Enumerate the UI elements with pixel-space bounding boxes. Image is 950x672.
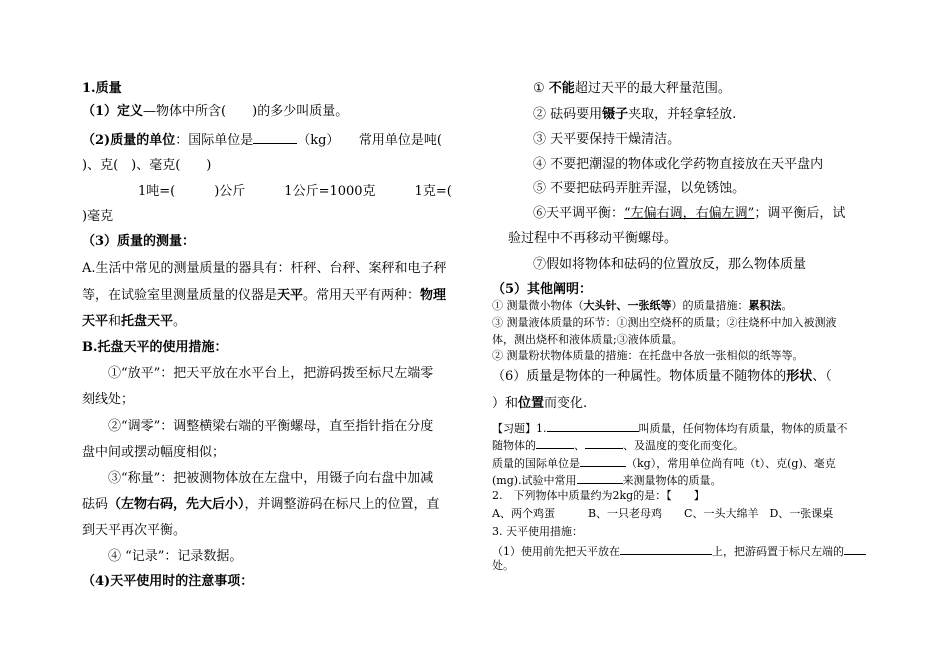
blank (577, 472, 623, 484)
exercise-2: 2. 下列物体中质量约为2kg的是：【 】 (492, 489, 705, 502)
blank (580, 455, 626, 467)
exercise-1-line-1: 【习题】1. 叫质量，任何物体均有质量，物体的质量不 (492, 422, 848, 435)
exercise-3: 3. 天平使用措施： (492, 525, 583, 538)
section-title: 1.质量 (82, 81, 122, 96)
blank (844, 543, 866, 555)
note-5: ⑤ 不要把砝码弄脏弄湿，以免锈蚀。 (533, 181, 746, 196)
measure-line-3: 天平和托盘天平。 (82, 314, 187, 329)
measure-line-1: A.生活中常见的测量质量的器具有：杆秤、台秤、案秤和电子秤 (82, 261, 447, 276)
unit-line-2: )、克( )、毫克( ) (82, 158, 212, 173)
blank (585, 437, 623, 449)
step-1-line-1: ①“放平”：把天平放在水平台上，把游码拨至标尺左端零 (108, 366, 434, 381)
note-4: ④ 不要把潮湿的物体或化学药物直接放在天平盘内 (533, 157, 824, 172)
other-note-2-line-2: 体，测出烧杯和液体质量;③液体质量。 (492, 333, 683, 346)
other-note-2-line-1: ③ 测量液体质量的环节：①测出空烧杯的质量；②往烧杯中加入被测液 (492, 316, 837, 329)
step-3-line-2: 砝码（左物右码，先大后小），并调整游码在标尺上的位置，直 (82, 497, 440, 512)
other-note-3: ② 测量粉状物体质量的措施：在托盘中各放一张相似的纸等等。 (492, 349, 804, 362)
note-3: ③ 天平要保持干燥清洁。 (533, 132, 681, 147)
step-4-line: ④ “记录”：记录数据。 (108, 549, 243, 564)
measure-heading: （3）质量的测量： (82, 234, 196, 249)
step-1-line-2: 刻线处； (82, 392, 135, 407)
step-2-line-1: ②“调零”：调整横梁右端的平衡螺母，直至指针指在分度 (108, 419, 434, 434)
note-7: ⑦假如将物体和砝码的位置放反，那么物体质量 (533, 257, 807, 272)
property-line-1: （6）质量是物体的一种属性。物体质量不随物体的形状、（ (492, 369, 832, 384)
blank (253, 132, 297, 144)
step-2-line-2: 盘中间或摆动幅度相似； (82, 445, 226, 460)
unit-line-3: 1吨=( )公斤 1公斤=1000克 1克=( (138, 184, 452, 199)
other-notes-heading: （5）其他阐明： (492, 282, 593, 297)
property-line-2: ）和位置而变化. (492, 396, 588, 411)
exercise-1-line-4: (mg).试验中常用 来测量物体的质量。 (492, 474, 722, 487)
definition-line: （1）定义—物体中所含( )的多少叫质量。 (82, 104, 349, 119)
step-3-line-1: ③“称量”：把被测物体放在左盘中，用镊子向右盘中加减 (108, 471, 434, 486)
exercise-1-line-2: 随物体的 、 、及温度的变化而变化。 (492, 439, 744, 452)
exercise-3-line-2: 处。 (492, 559, 514, 572)
blank (547, 420, 639, 432)
note-1: ① 不能超过天平的最大秤量范围。 (533, 81, 731, 96)
note-6-line-2: 验过程中不再移动平衡螺母。 (508, 231, 678, 246)
notes-heading: （4)天平使用时的注意事项： (82, 574, 254, 589)
exercise-3-line-1: （1）使用前先把天平放在 上，把游码置于标尺左端的 (492, 543, 866, 557)
exercise-1-line-3: 质量的国际单位是 （kg），常用单位尚有吨（t）、克(g)、毫克 (492, 457, 836, 470)
exercise-2-options: A、两个鸡蛋 B、一只老母鸡 C、一头大绵羊 D、一张课桌 (492, 507, 834, 520)
balance-steps-heading: B.托盘天平的使用措施： (82, 340, 228, 355)
step-3-line-3: 到天平再次平衡。 (82, 523, 187, 538)
other-note-1: ① 测量微小物体（大头针、一张纸等）的质量措施：累积法。 (492, 299, 793, 312)
blank (536, 437, 574, 449)
blank (620, 543, 712, 555)
measure-line-2: 等，在试验室里测量质量的仪器是天平。常用天平有两种：物理 (82, 288, 447, 303)
unit-line-4: )毫克 (82, 209, 114, 224)
note-2: ② 砝码要用镊子夹取，并轻拿轻放. (533, 107, 737, 122)
note-6-line-1: ⑥天平调平衡：“左偏右调，右偏左调”；调平衡后，试 (533, 206, 846, 221)
unit-line-1: （2)质量的单位：国际单位是 （kg） 常用单位是吨( (82, 133, 442, 148)
